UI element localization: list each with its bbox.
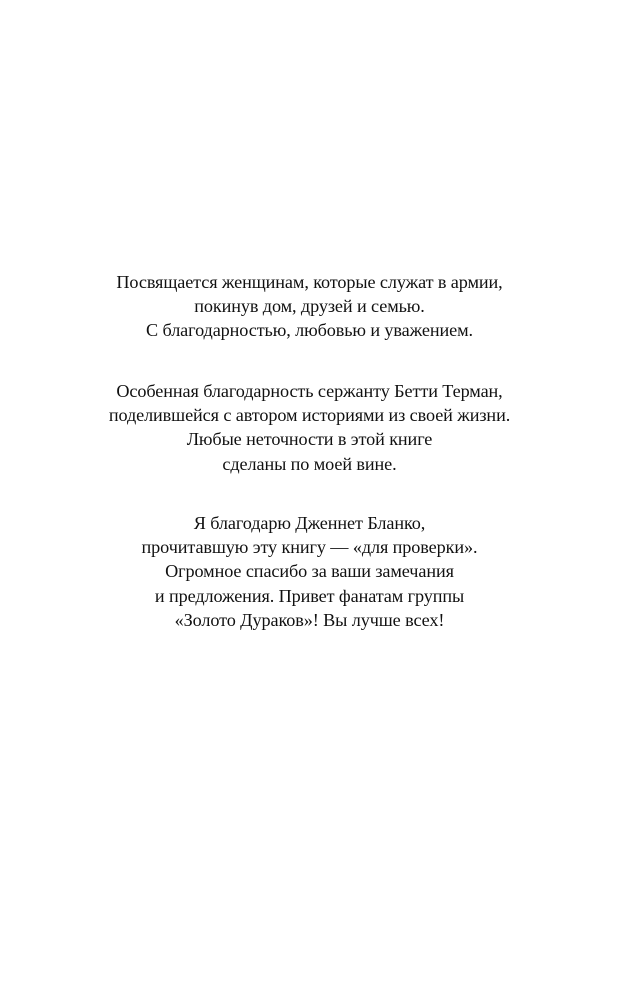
acknowledgement-line: сделаны по моей вине. [222, 453, 397, 474]
thanks-paragraph [0, 511, 619, 632]
dedication-line: покинув дом, друзей и семью. [194, 296, 425, 317]
acknowledgement-line: поделившейся с автором историями из своей жизни. [108, 405, 511, 426]
dedication-line: Посвящается женщинам, которые служат в армии, [116, 272, 503, 292]
dedication-line: С благодарностью, любовью и уважением. [146, 320, 473, 341]
thanks-line: Я благодарю Дженнет Бланко, [193, 513, 426, 533]
thanks-line: Огромное спасибо за ваши замечания [165, 561, 454, 582]
thanks-line: прочитавшую эту книгу — «для проверки». [141, 537, 478, 558]
dedication-paragraph [0, 270, 619, 343]
thanks-line: «Золото Дураков»! Вы лучше всех! [174, 609, 445, 630]
acknowledgement-line: Любые неточности в этой книге [186, 429, 433, 450]
acknowledgement-paragraph [0, 379, 619, 476]
thanks-line: и предложения. Привет фанатам группы [154, 585, 465, 606]
acknowledgement-line: Особенная благодарность сержанту Бетти Терман, [116, 381, 503, 401]
